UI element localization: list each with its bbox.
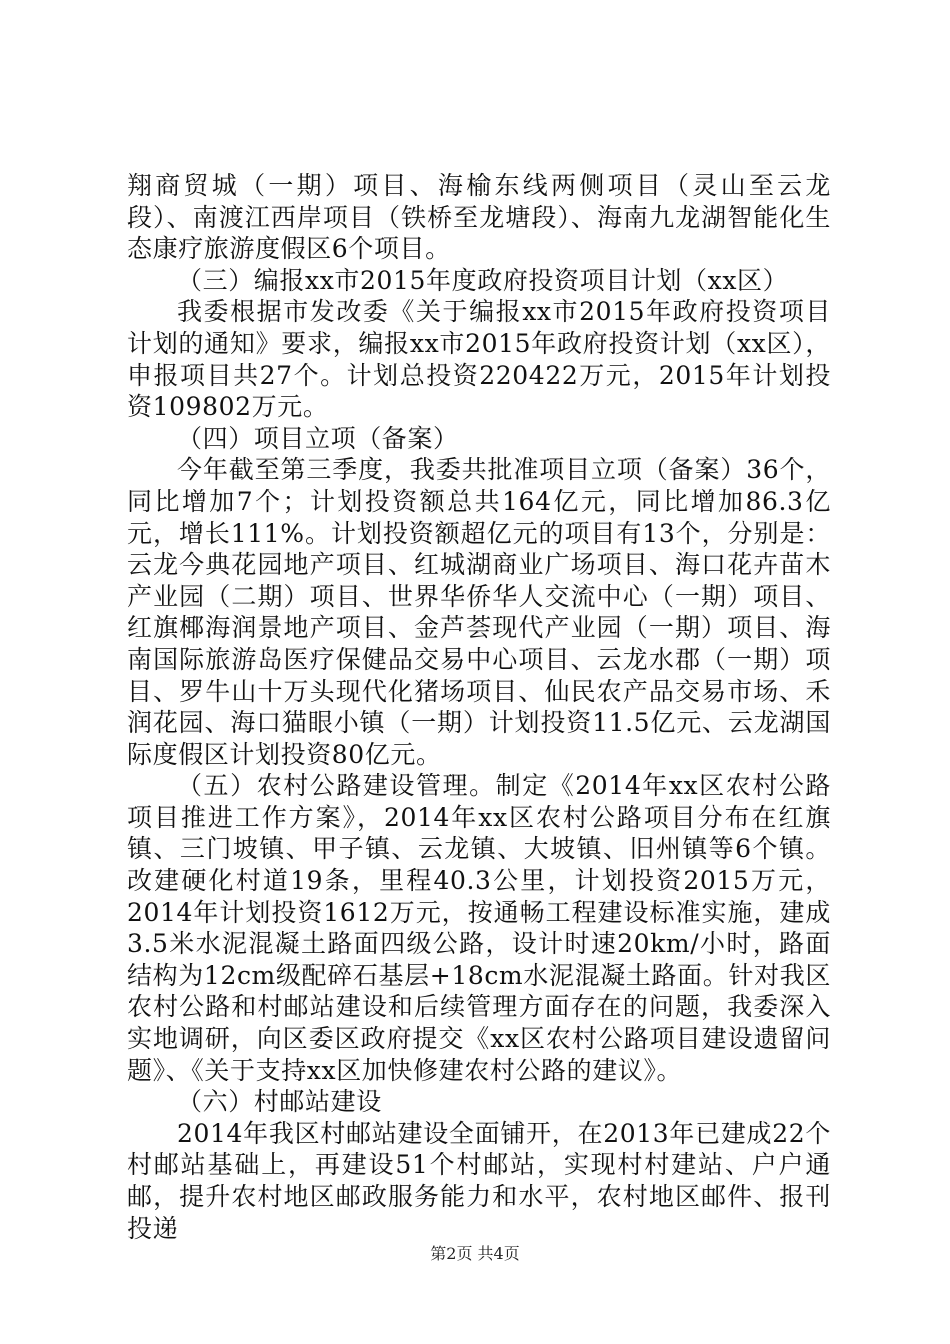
page-footer: 第2页 共4页: [430, 1244, 520, 1263]
paragraph-village-post: 2014年我区村邮站建设全面铺开，在2013年已建成22个村邮站基础上，再建设51个村邮站，实现村村建站、户户通邮，提升农村地区邮政服务能力和水平，农村地区邮件、报刊投递: [127, 1118, 831, 1243]
paragraph-continued-projects: 翔商贸城（一期）项目、海榆东线两侧项目（灵山至云龙段）、南渡江西岸项目（铁桥至龙塘段）、海南九龙湖智能化生态康疗旅游度假区6个项目。: [127, 171, 831, 264]
heading-section-six: （六）村邮站建设: [177, 1087, 382, 1117]
paragraph-project-approval: 今年截至第三季度，我委共批准项目立项（备案）36个，同比增加7个；计划投资额总共164亿元，同比增加86.3亿元，增长111%。计划投资额超亿元的项目有13个，分别是：云龙今典花园地产项目、红城湖商业广场项目、海口花卉苗木产业园（二期）项目、世界华侨华人交流中心（一期）项目、红旗椰海润景地产项目、金芦荟现代产业园（一期）项目、海南国际旅游岛医疗保健品交易中心项目、云龙水郡（一期）项目、罗牛山十万头现代化猪场项目、仙民农产品交易市场、禾润花园、海口猫眼小镇（一期）计划投资11.5亿元、云龙湖国际度假区计划投资80亿元。: [127, 455, 831, 769]
heading-section-three: （三）编报xx市2015年度政府投资项目计划（xx区）: [177, 265, 789, 295]
document-body: [127, 170, 831, 1244]
heading-section-four: （四）项目立项（备案）: [177, 423, 459, 453]
paragraph-investment-plan: 我委根据市发改委《关于编报xx市2015年政府投资项目计划的通知》要求，编报xx市2015年政府投资计划（xx区），申报项目共27个。计划总投资220422万元，2015年计划投资109802万元。: [127, 297, 831, 422]
paragraph-rural-roads: （五）农村公路建设管理。制定《2014年xx区农村公路项目推进工作方案》，2014年xx区农村公路项目分布在红旗镇、三门坡镇、甲子镇、云龙镇、大坡镇、旧州镇等6个镇。改建硬化村道19条，里程40.3公里，计划投资2015万元，2014年计划投资1612万元，按通畅工程建设标准实施，建成3.5米水泥混凝土路面四级公路，设计时速20km/小时，路面结构为12cm级配碎石基层+18cm水泥混凝土路面。针对我区农村公路和村邮站建设和后续管理方面存在的问题，我委深入实地调研，向区委区政府提交《xx区农村公路项目建设遗留问题》、《关于支持xx区加快修建农村公路的建议》。: [127, 771, 831, 1085]
